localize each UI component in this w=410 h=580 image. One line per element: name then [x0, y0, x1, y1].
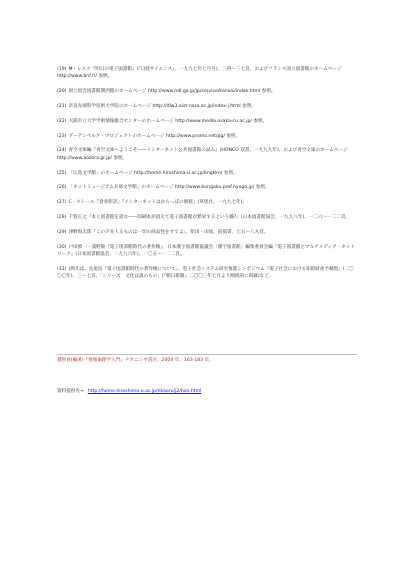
source-credit — [57, 388, 357, 395]
endnote-20 — [57, 88, 357, 95]
endnote-23 — [57, 133, 357, 140]
endnote-number: (29) — [57, 229, 67, 235]
endnote-30 — [57, 244, 357, 259]
endnote-number: (20) — [57, 89, 67, 95]
endnote-19 — [57, 66, 357, 81]
endnotes-list — [57, 66, 357, 288]
endnote-24 — [57, 147, 357, 162]
endnote-text: 奈良先端科学技術大学院のホームページ http://dlw3.aist-nara.ac.jp/index-j.html 参照。 — [68, 104, 256, 109]
endnote-number: (26) — [57, 185, 67, 191]
endnote-text: 「広島文学館」のホームページ http://home.hiroshima-u.ac.jp/bngkkn/ 参照。 — [68, 170, 238, 176]
endnote-text: 「ネットミュージアム兵庫文学館」のホームページ http://www.bungaku.pref.hyogo.jp/ 参照。 — [68, 185, 270, 191]
endnote-text: M・レスク『明日の電子図書館』(『日経サイエンス』、一九九七年七月号)、三四〜三七頁、およびフランス国立図書館のホームページ http://www.bnf.fr/ 参照。 — [57, 67, 342, 80]
endnote-number: (27) — [57, 200, 67, 206]
endnote-number: (19) — [57, 67, 67, 72]
endnote-26 — [57, 184, 357, 191]
endnote-number: (31) — [57, 266, 67, 272]
endnote-text: 千賀正之『本と図書館を読む――印刷本が消えて電子図書館が繁栄するという嘘?』(日本図書館協会、一九九八年)、一二六〜一二二頁。 — [68, 214, 351, 220]
endnote-text: 国立国会図書館関西館のホームページ http://www.ndl.go.jp/jp/service/kansai/index.html 参照。 — [68, 89, 276, 95]
endnote-31 — [57, 266, 357, 281]
endnote-text: 大阪市立大学学術情報総合センターのホームページ http://www.media.osaka-cu.ac.jp/ 参照。 — [68, 118, 268, 124]
endnote-text: 戸田慎一・浦野敏『電子図書館時代の著作権』、日本漢字図書館協議会「漢字図書館」編集委員会編『電子図書館とマルチメディア・ネットワーク』(日本図書館協会、一九九六年)、一〇五〜一二二頁。 — [57, 244, 355, 257]
endnote-29 — [57, 229, 357, 236]
endnote-27 — [57, 199, 357, 206]
endnote-22 — [57, 118, 357, 125]
endnote-number: (21) — [57, 104, 67, 109]
endnote-number: (28) — [57, 214, 67, 220]
endnote-number: (23) — [57, 133, 67, 139]
endnote-text: グーテンベルク・プロジェクトのホームページ http://www.promo.net/pg/ 参照。 — [68, 133, 241, 139]
endnote-25 — [57, 170, 357, 177]
endnote-text: (例えば、長尾真『電子図書館時代の著作権について』、電子社会システム研究推進シンポジウム『電子社会における知的財産予稿集』(二〇〇〇年)、三〜七頁、「シリーズ 文化は誰のもの」(『朝日新聞』二〇〇三年七月より断続的に掲載)など。 — [57, 266, 354, 280]
endnote-number: (22) — [57, 118, 67, 124]
endnote-text: 津野海太郎『このＰ先人るものは一切の商品性をすてよ』、原田・田尾、前掲書、七五〜八九頁。 — [68, 229, 269, 235]
source-link[interactable]: http://home.hiroshima-u.ac.jp/nkaoru/j2/hon.html — [87, 389, 202, 394]
endnote-number: (30) — [57, 244, 67, 250]
source-citation: 越智貢(編著)『情報倫理学入門』ナカニシヤ書店、2004 年、163-183 頁。 — [57, 354, 357, 364]
endnote-21 — [57, 103, 357, 110]
endnote-number: (25) — [57, 170, 67, 176]
endnote-28 — [57, 214, 357, 221]
endnote-text: 青空文庫編『青空文庫へようこそ――インターネット公共図書館の試み』(HONCO 双書、一九九九年)、および青空文庫のホームページ http://www.aozora.gr.jp/ 参照。 — [57, 148, 348, 161]
endnote-text: C・ストール『倉骨彰訳』『インターネットはからっぽの洞窟』(草思社、一九九七年)。 — [68, 200, 247, 206]
source-label: 資料提供先→ — [57, 389, 84, 394]
endnote-number: (24) — [57, 148, 67, 154]
